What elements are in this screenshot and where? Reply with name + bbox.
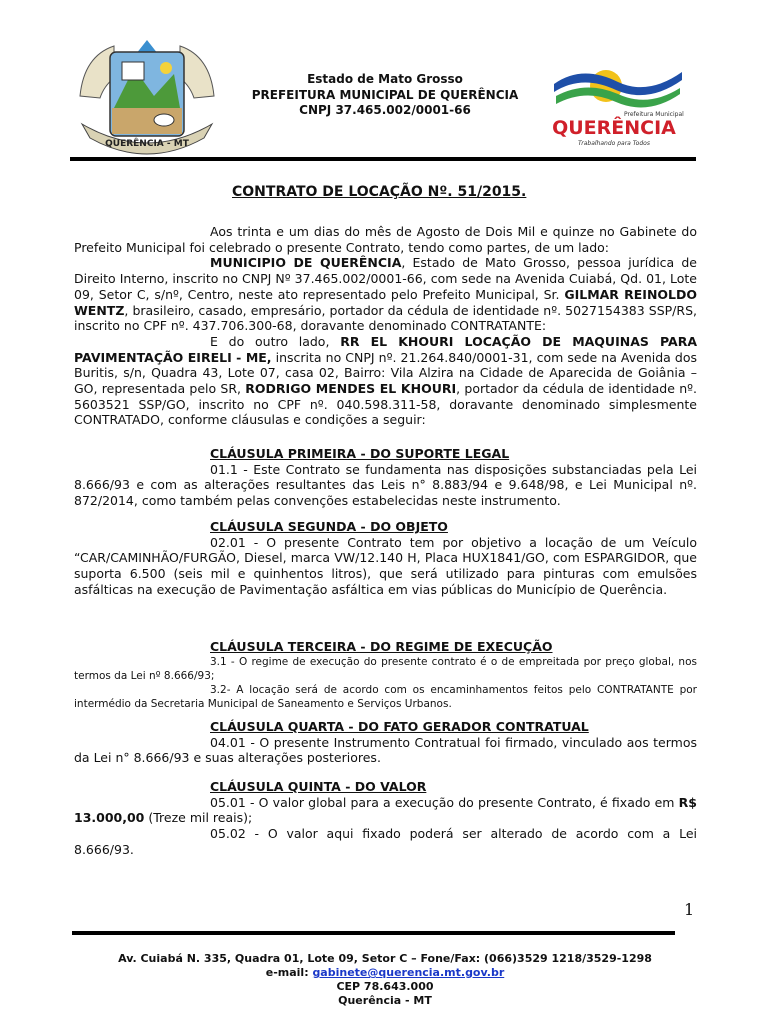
clause-title: CLÁUSULA QUARTA - DO FATO GERADOR CONTRATUAL — [210, 719, 589, 734]
footer-city: Querência - MT — [338, 994, 432, 1007]
footer-address: Av. Cuiabá N. 335, Quadra 01, Lote 09, Setor C – Fone/Fax: (066)3529 1218/3529-1298 — [118, 952, 652, 965]
page-number: 1 — [684, 900, 695, 919]
clause-title: CLÁUSULA PRIMEIRA - DO SUPORTE LEGAL — [210, 446, 510, 461]
clause-text: 05.02 - O valor aqui fixado poderá ser alterado de acordo com a Lei 8.666/93. — [74, 826, 697, 857]
prefecture-name: PREFEITURA MUNICIPAL DE QUERÊNCIA — [251, 88, 519, 102]
clause-title: CLÁUSULA TERCEIRA - DO REGIME DE EXECUÇÃO — [210, 639, 553, 654]
querencia-logo-icon — [552, 58, 684, 150]
footer-cep: CEP 78.643.000 — [336, 980, 434, 993]
logo-name: QUERÊNCIA — [552, 117, 676, 139]
contract-title: CONTRATO DE LOCAÇÃO Nº. 51/2015. — [232, 184, 527, 200]
seal-label: QUERÊNCIA - MT — [105, 139, 189, 149]
clause-segunda — [74, 519, 697, 598]
prefecture-cnpj: CNPJ 37.465.002/0001-66 — [299, 103, 471, 117]
header-divider — [70, 157, 696, 161]
state-name: Estado de Mato Grosso — [307, 72, 463, 86]
contratante-name: MUNICIPIO DE QUERÊNCIA — [210, 255, 402, 271]
footer-email-line: e-mail: gabinete@querencia.mt.gov.br — [265, 966, 505, 979]
clause-text: 3.2- A locação será de acordo com os encaminhamentos feitos pelo CONTRATANTE por intermédio da Secretaria Municipal de Saneamento e Serviços Urbanos. — [74, 683, 697, 710]
contratante-representative: GILMAR REINOLDO WENTZ — [74, 286, 697, 318]
logo-slogan: Trabalhando para Todos — [578, 140, 650, 147]
contratante-paragraph: MUNICIPIO DE QUERÊNCIA, Estado de Mato Grosso, pessoa jurídica de Direito Interno, inscrito no CNPJ Nº 37.465.002/0001-66, com sede na Avenida Cuiabá, Qd. 01, Lote 09, Setor C, s/nº, Centro, neste ato representado pelo Prefeito Municipal, Sr. GILMAR REINOLDO WENTZ, brasileiro, casado, empresário, portador da cédula de identidade nº. 5027154383 SSP/RS, inscrito no CPF nº. 437.706.300-68, doravante denominado CONTRATANTE: — [74, 255, 697, 334]
contratado-representative: RODRIGO MENDES EL KHOURI — [245, 381, 457, 397]
clause-quinta — [74, 779, 697, 858]
clause-title: CLÁUSULA QUINTA - DO VALOR — [210, 779, 427, 794]
clause-primeira — [74, 446, 697, 509]
email-link[interactable]: gabinete@querencia.mt.gov.br — [312, 966, 505, 979]
intro-paragraph: Aos trinta e um dias do mês de Agosto de Dois Mil e quinze no Gabinete do Prefeito Municipal foi celebrado o presente Contrato, tendo como partes, de um lado: — [74, 224, 697, 255]
clause-title: CLÁUSULA SEGUNDA - DO OBJETO — [210, 519, 448, 534]
contratado-paragraph: E do outro lado, RR EL KHOURI LOCAÇÃO DE MAQUINAS PARA PAVIMENTAÇÃO EIRELI - ME, inscrita no CNPJ nº. 21.264.840/0001-31, com sede na Avenida dos Buritis, s/n, Quadra 43, Lote 07, casa 02, Bairro: Vila Alzira na Cidade de Aparecida de Goiânia – GO, representada pelo SR, RODRIGO MENDES EL KHOURI, portador da cédula de identidade nº. 5603521 SSP/GO, inscrito no CPF nº. 040.598.311-58, doravante denominado simplesmente CONTRATADO, conforme cláusulas e condições a seguir: — [74, 333, 697, 428]
clause-text: 3.1 - O regime de execução do presente contrato é o de empreitada por preço global, nos termos da Lei nº 8.666/93; — [74, 655, 697, 682]
contratado-name: RR EL KHOURI LOCAÇÃO DE MAQUINAS PARA PAVIMENTAÇÃO EIRELI - ME, — [74, 333, 697, 365]
clause-text: 04.01 - O presente Instrumento Contratual foi firmado, vinculado aos termos da Lei n° 8.666/93 e suas alterações posteriores. — [74, 734, 697, 766]
clause-text: 01.1 - Este Contrato se fundamenta nas disposições substanciadas pela Lei 8.666/93 e com as alterações resultantes das Leis n° 8.883/94 e 9.648/98, e Lei Municipal nº. 872/2014, como também pelas convenções estabelecidas neste instrumento. — [74, 461, 697, 509]
clause-quarta — [74, 719, 697, 766]
footer-divider — [72, 931, 675, 935]
contract-value: R$ 13.000,00 — [74, 794, 697, 826]
contract-intro — [74, 224, 697, 428]
clause-text: 05.01 - O valor global para a execução do presente Contrato, é fixado em R$ 13.000,00 (Treze mil reais); — [74, 794, 697, 826]
clause-terceira — [74, 639, 697, 711]
clause-text: 02.01 - O presente Contrato tem por objetivo a locação de um Veículo “CAR/CAMINHÃO/FURGÃO, Diesel, marca VW/12.140 H, Placa HUX1841/GO, com ESPARGIDOR, que suporta 6.500 (seis mil e quinhentos litros), que será utilizado para pinturas com emulsões asfálticas na execução de Pavimentação asfáltica em vias públicas do Município de Querência. — [74, 534, 697, 597]
logo-caption: Prefeitura Municipal — [624, 111, 684, 118]
